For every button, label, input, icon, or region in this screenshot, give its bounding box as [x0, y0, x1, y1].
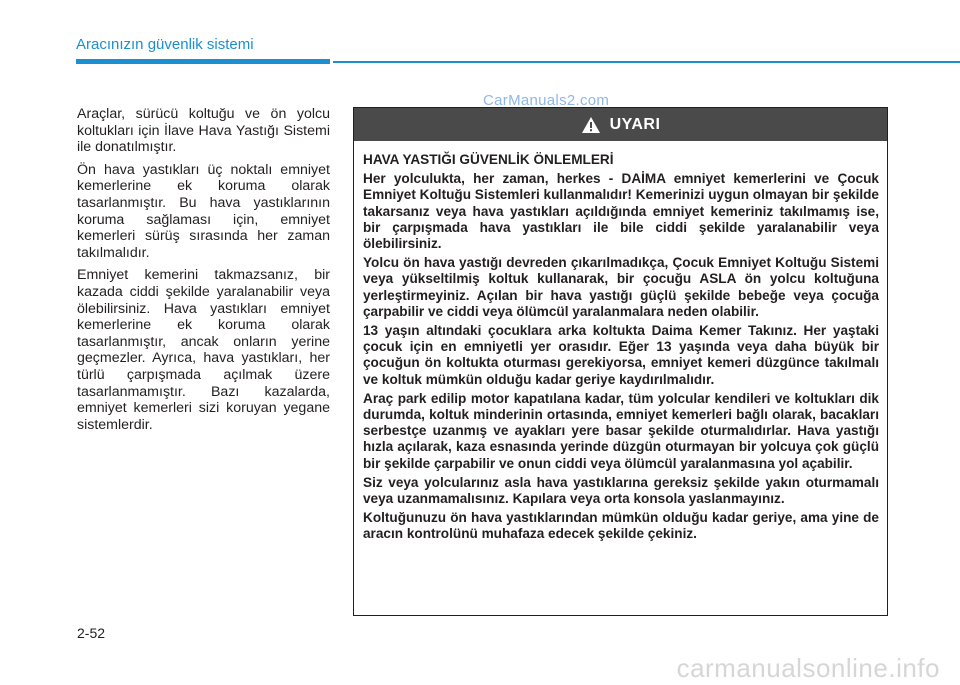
warning-paragraph: Siz veya yolcularınız asla hava yastıklarına gereksiz şekilde yakın oturmamalı veya uzanmamalısınız. Kapılara veya orta konsola yaslanmayınız.: [363, 474, 879, 507]
footer-watermark-band: [0, 650, 960, 685]
warning-paragraph: Her yolculukta, her zaman, herkes - DAİMA emniyet kemerlerini ve Çocuk Emniyet Koltuğu Sistemleri kullanmalıdır! Kemerinizi uygun olmayan bir şekilde takarsanız veya hava yastıkları açıldığında emniyet kemeriniz takılmamış ise, bir çarpışmada hava yastıkları ile bile ciddi şekilde yaralanabilir veya ölebilirsiniz.: [363, 171, 879, 252]
warning-body: [354, 141, 887, 543]
warning-triangle-icon: [581, 116, 601, 134]
intro-paragraph: Emniyet kemerini takmazsanız, bir kazada ciddi şekilde yaralanabilir veya ölebilirsiniz. Hava yastıkları emniyet kemerlerine ek koruma olarak tasarlanmıştır, ancak onların yerine geçmezler. Ayrıca, hava yastıkları, her türlü çarpışmada açılmak üzere tasarlanmamıştır. Bazı kazalarda, emniyet kemerleri sizi koruyan yegane sistemlerdir.: [77, 267, 330, 433]
warning-paragraph: Araç park edilip motor kapatılana kadar, tüm yolcular kendileri ve koltukları dik durumda, koltuk minderinin ortasında, emniyet kemerleri bağlı olarak, bacakları serbestçe uzanmış ve ayakları yere basar şekilde oturmalıdırlar. Hava yastığı hızla açılarak, kaza esnasında yerinde düzgün oturmayan bir yolcuya çok güçlü bir şekilde çarpabilir ve onun ciddi veya ölümcül yaralanmasına yol açabilir.: [363, 390, 879, 471]
warning-label: UYARI: [609, 115, 661, 133]
header-rule-thick: [76, 59, 330, 64]
header-rule-thin: [333, 61, 960, 63]
warning-paragraph: Yolcu ön hava yastığı devreden çıkarılmadıkça, Çocuk Emniyet Koltuğu Sistemi veya yükseltilmiş koltuk kullanarak, bir çocuğu ASLA ön yolcu koltuğuna yerleştirmeyiniz. Açılan bir hava yastığı güçlü şekilde bebeğe veya çocuğa çarpabilir ve ciddi veya ölümcül yaralanmalara neden olabilir.: [363, 255, 879, 319]
intro-paragraph: Araçlar, sürücü koltuğu ve ön yolcu koltukları için İlave Hava Yastığı Sistemi ile donatılmıştır.: [77, 106, 330, 156]
warning-header: [354, 108, 887, 141]
section-title: Aracınızın güvenlik sistemi: [76, 36, 254, 53]
page-number: 2-52: [77, 625, 106, 641]
warning-heading: HAVA YASTIĞI GÜVENLİK ÖNLEMLERİ: [363, 152, 614, 167]
top-watermark: CarManuals2.com: [483, 92, 610, 109]
intro-paragraph: Ön hava yastıkları üç noktalı emniyet kemerlerine ek koruma olarak tasarlanmıştır. Bu hava yastıklarının koruma sağlaması için, emniyet kemerleri sürüş sırasında her zaman takılmalıdır.: [77, 161, 330, 261]
warning-paragraph: 13 yaşın altındaki çocuklara arka koltukta Daima Kemer Takınız. Her yaştaki çocuk için en emniyetli yer orasıdır. Eğer 13 yaşında veya daha büyük bir çocuğun ön koltukta oturması gerekiyorsa, emniyet kemeri düzgünce takılmalı ve koltuk mümkün olduğu kadar geriye kaydırılmalıdır.: [363, 323, 879, 387]
warning-box: [353, 107, 888, 616]
intro-text-column: [77, 106, 330, 439]
bottom-watermark: carmanualsonline.info: [676, 653, 940, 683]
warning-paragraph: Koltuğunuzu ön hava yastıklarından mümkün olduğu kadar geriye, ama yine de aracın kontrolünü muhafaza edecek şekilde çekiniz.: [363, 510, 879, 542]
